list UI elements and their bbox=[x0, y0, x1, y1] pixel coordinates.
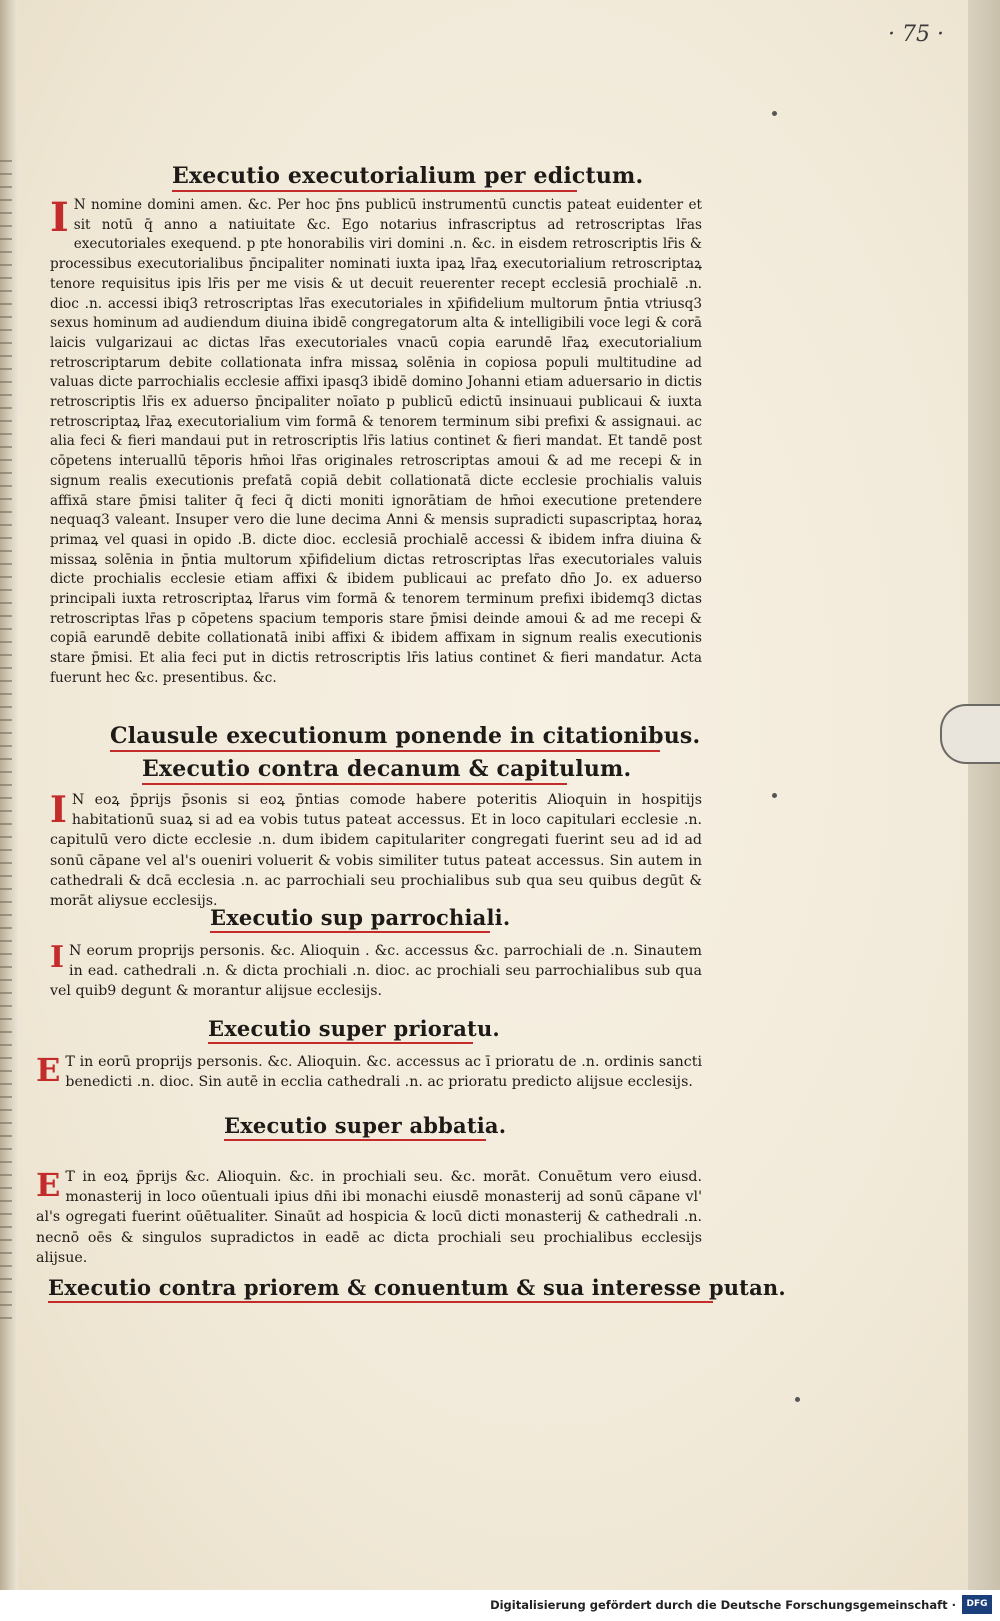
section-heading-priorem-conuentum: Executio contra priorem & conuentum & sua interesse putan. bbox=[48, 1276, 713, 1303]
section-text-decanum bbox=[50, 790, 702, 911]
paper-spot bbox=[772, 793, 777, 798]
section-heading-parrochiali: Executio sup parrochiali. bbox=[210, 906, 490, 933]
drop-initial: I bbox=[50, 789, 67, 831]
paper-spot bbox=[772, 111, 777, 116]
body-text: N eoꝝ p̄prijs p̄sonis si eoꝝ p̄ntias comode habere poteritis Alioquin in hospitijs habitationū suaꝝ si ad ea vobis tutus pateat accessus. Et in loco capitulari ecclesie .n. capitulū vero dicte ecclesie .n. dum ibidem capitulariter congregati fuerint seu ad id ad sonū cāpane vel al's oueniri voluerit & vobis similiter tutus pateat accessus. Sin autem in cathedrali & dcā ecclesia .n. ac parrochiali seu prochialibus sub qua seu quibus degūt & morāt aliysue ecclesijs. bbox=[50, 792, 702, 910]
previous-page-edge bbox=[0, 160, 12, 1320]
body-text: N eorum proprijs personis. &c. Alioquin . &c. accessus &c. parrochiali de .n. Sinautem in ead. cathedrali .n. & dicta prochiali .n. dioc. ac prochiali seu parrochialibus sub qua vel quib9 degunt & morantur alijsue ecclesijs. bbox=[50, 943, 702, 1000]
page-edge-right bbox=[968, 0, 1000, 1590]
drop-initial: E bbox=[36, 1051, 61, 1089]
section-heading-prioratu: Executio super prioratu. bbox=[208, 1017, 473, 1044]
section-text-prioratu bbox=[36, 1052, 702, 1092]
section-text-edictum bbox=[50, 196, 702, 689]
paper-spot bbox=[795, 1397, 800, 1402]
drop-initial: I bbox=[50, 940, 65, 975]
drop-initial: I bbox=[50, 194, 69, 241]
body-text: T in eoꝝ p̄prijs &c. Alioquin. &c. in prochiali seu. &c. morāt. Conuētum vero eiusd. monasterij in loco oūentuali ipius dn̄i ibi monachi eiusdē monasterij ad sonū cāpane vl' al's ogregati fuerint oūētualiter. Sinaūt ad hospicia & locū dicti monasterij & cathedrali .n. necnō oēs & singulos supradictos in eadē ac dicta prochiali seu prochialibus ecclesijs alijsue. bbox=[36, 1169, 702, 1266]
folio-number: · 75 · bbox=[888, 22, 944, 47]
footer-bar bbox=[0, 1590, 1000, 1621]
section-text-abbatia bbox=[36, 1167, 702, 1268]
body-text: N nomine domini amen. &c. Per hoc p̄ns publicū instrumentū cunctis pateat euidenter et sit notū q̄ anno a natiuitate &c. Ego notarius infrascriptus ad retroscriptas lr̄as executoriales exequend. p pte honorabilis viri domini .n. &c. in eisdem retroscriptis lr̄is & processibus executorialibus p̄ncipaliter nominati iuxta ipaꝝ lr̄aꝝ executorialium retroscriptaꝝ tenore requisitus ipis lr̄is per me visis & ut decuit reuerenter recept ecclesiā prochialē .n. dioc .n. accessi ibiq3 retroscriptas lr̄as executoriales in xp̄ifidelium multorum p̄ntia vtriusq3 sexus hominum ad audiendum diuina ibidē congregatorum alta & intelligibili voce legi & corā laicis vulgarizaui ac dictas lr̄as executoriales vnacū copia earundē lr̄aꝝ executorialium retroscriptarum debite collationata infra missaꝝ solēnia in copiosa populi multitudine ad valuas dicte parrochialis ecclesie affixi ipasq3 ibidē domino Johanni etiam aduersario in dictis retroscriptis lr̄is ex aduerso p̄ncipaliter noīato p publicū edictū insinuaui publicaui & iuxta retroscriptaꝝ lr̄aꝝ executorialium vim formā & tenorem terminum sibi prefixi & assignaui. ac alia feci & fieri mandaui put in retroscriptis lr̄is latius continet & fieri mandat. Et tandē post cōpetens interuallū tēporis hm̄oi lr̄as originales retroscriptas amoui & ad me recepi & in signum realis executionis prefatā copiā debit collationatā dicte ecclesie prochialis valuis affixā stare p̄misi taliter q̄ feci q̄ dicti moniti ignorātiam de hm̄oi executione pretendere nequaq3 valeant. Insuper vero die lune decima Anni & mensis supradicti supascriptaꝝ horaꝝ primaꝝ vel quasi in opido .B. dicte dioc. ecclesiā prochialē accessi & ibidem infra diuina & missaꝝ solēnia in p̄ntia multorum xp̄ifidelium dictas retroscriptas lr̄as executoriales valuis dicte prochialis ecclesie etiam affixi & ibidem publicaui ac prefato dn̄o Jo. ex aduerso principali iuxta retroscriptaꝝ lr̄arus vim formā & tenorem terminum prefixi ibidemq3 dictas retroscriptas lr̄as p cōpetens spacium temporis stare p̄misi deinde amoui & ad me recepi & copiā earundē debite collationatā inibi affixi & ibidem affixam in signum realis executionis stare p̄misi. Et alia feci put in dictis retroscriptis lr̄is latius continet & fieri mandatur. Acta fuerunt hec &c. presentibus. &c. bbox=[50, 197, 702, 686]
section-heading-decanum-capitulum: Executio contra decanum & capitulum. bbox=[142, 757, 567, 785]
dfg-logo: DFG bbox=[962, 1595, 992, 1614]
section-heading-executio-edictum: Executio executorialium per edictum. bbox=[172, 164, 577, 192]
footer-credit: Digitalisierung gefördert durch die Deutsche Forschungsgemeinschaft · bbox=[490, 1598, 956, 1612]
drop-initial: E bbox=[36, 1166, 61, 1204]
section-heading-abbatia: Executio super abbatia. bbox=[224, 1114, 486, 1141]
body-text: T in eorū proprijs personis. &c. Alioquin. &c. accessus ac ī prioratu de .n. ordinis sancti benedicti .n. dioc. Sin autē in ecclia cathedrali .n. ac prioratu predicto alijsue ecclesijs. bbox=[65, 1054, 702, 1091]
page-tab-marker bbox=[940, 704, 1000, 764]
section-text-parrochiali bbox=[50, 941, 702, 1002]
section-heading-clausule: Clausule executionum ponende in citationibus. bbox=[110, 724, 660, 752]
